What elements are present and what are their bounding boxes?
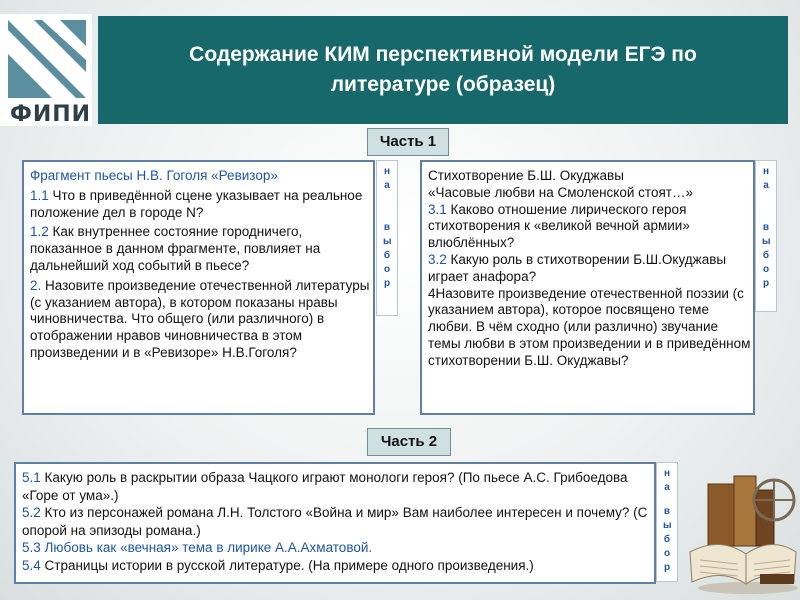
- left-task-block: [22, 160, 375, 415]
- question-5-3: [22, 539, 652, 557]
- question-text: Как внутреннее состояние городничего, показанное в данном фрагменте, повлияет на дальнейший ход событий в пьесе?: [30, 224, 321, 273]
- question-text: Назовите произведение отечественной литературы (с указанием автора), в котором показаны нравы чиновничества. Что общего (или различного) в отображении нравов чиновничества в этом произведении и в «Ревизоре» Н.В.Гоголя?: [30, 277, 370, 360]
- question-2: [30, 278, 370, 362]
- question-text: Какую роль в стихотворении Б.Ш.Окуджавы играет анафора?: [428, 251, 727, 284]
- question-number: 5.4: [22, 557, 41, 573]
- right-block-heading-1: Стихотворение Б.Ш. Окуджавы: [428, 168, 624, 183]
- choice-marker-top: н а: [762, 166, 770, 191]
- choice-marker-bottom: в ы б о р: [383, 222, 392, 289]
- choice-marker-bottom: в ы б о р: [663, 506, 672, 573]
- question-5-4: [22, 557, 652, 575]
- title-banner: [98, 16, 788, 124]
- question-number: 5.3: [22, 540, 41, 555]
- question-number: 2.: [30, 277, 42, 293]
- question-number: 1.2: [30, 224, 49, 240]
- question-1-1: [30, 188, 370, 222]
- choice-marker-bottom-block: [656, 462, 678, 582]
- choice-marker-top: н а: [663, 468, 671, 493]
- bottom-task-block: [14, 462, 656, 584]
- fipi-logo: [0, 14, 92, 126]
- question-3-1: [428, 202, 753, 252]
- question-5-1: [22, 469, 652, 504]
- right-task-block: [420, 160, 755, 415]
- part-1-label: Часть 1: [367, 128, 449, 156]
- question-text: Кто из персонажей романа Л.Н. Толстого «Война и мир» Вам наиболее интересен и почему? (С опорой на эпизоды романа.): [22, 505, 648, 538]
- page-title: Содержание КИМ перспективной модели ЕГЭ по литературе (образец): [189, 42, 697, 96]
- choice-marker-left: [376, 160, 398, 316]
- left-block-heading: Фрагмент пьесы Н.В. Гоголя «Ревизор»: [30, 168, 278, 183]
- right-block-heading-2: «Часовые любви на Смоленской стоят…»: [428, 184, 693, 200]
- question-1-2: [30, 224, 370, 274]
- question-5-2: [22, 504, 652, 539]
- choice-marker-top: н а: [383, 166, 391, 191]
- question-text: Какую роль в раскрытии образа Чацкого играют монологи героя? (По пьесе А.С. Грибоедова «Горе от ума».): [22, 470, 628, 503]
- choice-marker-right: [755, 160, 777, 312]
- question-3-2: [428, 252, 753, 286]
- question-text: Страницы истории в русской литературе. (На примере одного произведения.): [40, 557, 534, 573]
- question-number: 3.2: [428, 251, 447, 267]
- question-number: 5.1: [22, 470, 41, 485]
- part-2-label: Часть 2: [367, 428, 451, 456]
- question-number: 1.1: [30, 187, 49, 203]
- fipi-logo-icon: [8, 20, 86, 98]
- question-number: 3.1: [428, 201, 447, 217]
- logo-text: ФИПИ: [10, 102, 92, 127]
- books-icon: [686, 456, 798, 596]
- question-4: 4Назовите произведение отечественной поэзии (с указанием автора), которое посвящено теме любви. В чём сходно (или различно) звучание темы любви в этом произведении и в приведённом стихотворении Б.Ш. Окуджавы?: [428, 285, 751, 368]
- question-text: Что в приведённой сцене указывает на реальное положение дел в городе N?: [30, 187, 363, 220]
- choice-marker-bottom: в ы б о р: [762, 222, 771, 289]
- question-number: 5.2: [22, 505, 41, 520]
- question-text: Любовь как «вечная» тема в лирике А.А.Ахматовой.: [40, 540, 373, 555]
- question-text: Каково отношение лирического героя стихотворения к «великой вечной армии» влюблённых?: [428, 201, 690, 251]
